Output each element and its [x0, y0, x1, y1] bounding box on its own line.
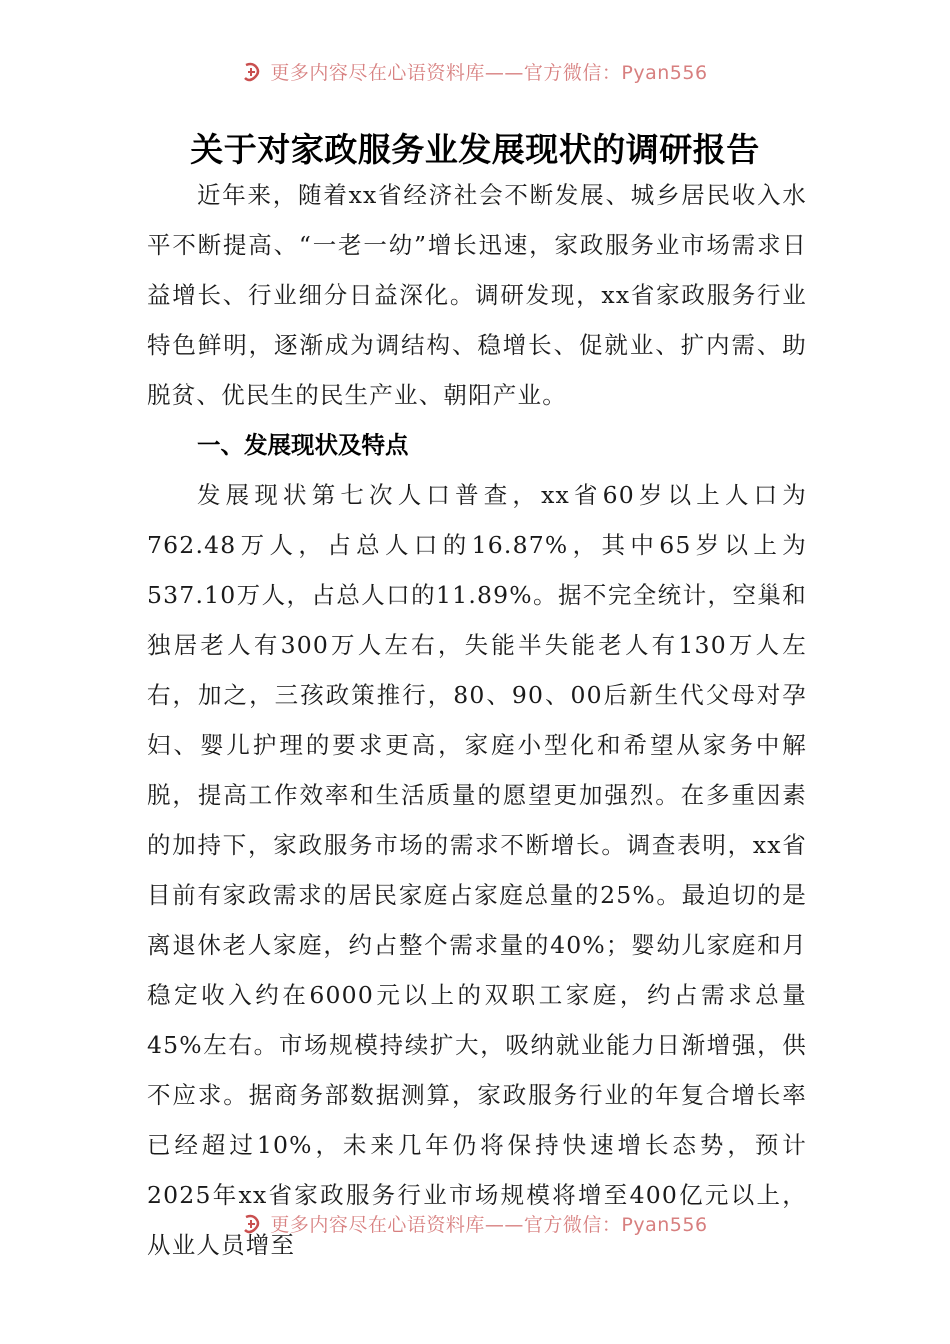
- watermark-top: [0, 58, 950, 85]
- watermark-text: 更多内容尽在心语资料库——官方微信：Pyan556: [270, 1214, 708, 1236]
- section-paragraph: 发展现状第七次人口普查，xx省60岁以上人口为762.48万人，占总人口的16.87%，其中65岁以上为537.10万人，占总人口的11.89%。据不完全统计，空巢和独居老人有300万人左右，失能半失能老人有130万人左右，加之，三孩政策推行，80、90、00后新生代父母对孕妇、婴儿护理的要求更高，家庭小型化和希望从家务中解脱，提高工作效率和生活质量的愿望更加强烈。在多重因素的加持下，家政服务市场的需求不断增长。调查表明，xx省目前有家政需求的居民家庭占家庭总量的25%。最迫切的是离退休老人家庭，约占整个需求量的40%；婴幼儿家庭和月稳定收入约在6000元以上的双职工家庭，约占需求总量45%左右。市场规模持续扩大，吸纳就业能力日渐增强，供不应求。据商务部数据测算，家政服务行业的年复合增长率已经超过10%，未来几年仍将保持快速增长态势，预计2025年xx省家政服务行业市场规模将增至400亿元以上，从业人员增至: [147, 481, 807, 1259]
- section-heading: 一、发展现状及特点: [197, 431, 409, 459]
- watermark-logo-icon: [242, 1213, 264, 1235]
- intro-paragraph: 近年来，随着xx省经济社会不断发展、城乡居民收入水平不断提高、“一老一幼”增长迅速，家政服务业市场需求日益增长、行业细分日益深化。调研发现，xx省家政服务行业特色鲜明，逐渐成为调结构、稳增长、促就业、扩内需、助脱贫、优民生的民生产业、朝阳产业。: [147, 181, 807, 409]
- watermark-text: 更多内容尽在心语资料库——官方微信：Pyan556: [270, 62, 708, 84]
- watermark-bottom: [0, 1210, 950, 1237]
- page-title: 关于对家政服务业发展现状的调研报告: [190, 130, 760, 169]
- watermark-logo-icon: [242, 61, 264, 83]
